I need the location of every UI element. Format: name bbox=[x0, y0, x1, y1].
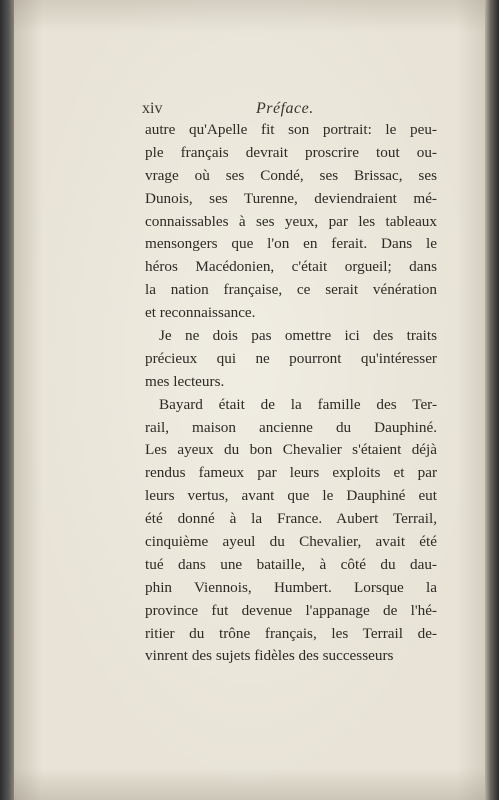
text-line: Dunois, ses Turenne, deviendraient mé- bbox=[145, 189, 437, 207]
text-line: province fut devenue l'appanage de l'hé- bbox=[145, 601, 437, 619]
text-line: rendus fameux par leurs exploits et par bbox=[145, 464, 437, 482]
text-line: héros Macédonien, c'était orgueil; dans bbox=[145, 258, 437, 276]
text-line: et reconnaissance. bbox=[145, 304, 256, 322]
text-line: précieux qui ne pourront qu'intéresser bbox=[145, 349, 437, 367]
text-line: autre qu'Apelle fit son portrait: le peu- bbox=[145, 121, 437, 138]
body-text bbox=[145, 119, 437, 668]
text-line: ple français devrait proscrire tout ou- bbox=[145, 143, 437, 161]
text-line: cinquième ayeul du Chevalier, avait été bbox=[145, 533, 437, 551]
text-line: vinrent des sujets fidèles des successeurs bbox=[145, 647, 394, 665]
book-page bbox=[14, 0, 485, 800]
text-line: vrage où ses Condé, ses Brissac, ses bbox=[145, 166, 437, 184]
text-line: connaissables à ses yeux, par les tableaux bbox=[145, 212, 437, 230]
text-line: Bayard était de la famille des Ter- bbox=[159, 395, 437, 413]
running-head: Préface. bbox=[256, 100, 314, 117]
text-line: rail, maison ancienne du Dauphiné. bbox=[145, 418, 437, 436]
text-line: été donné à la France. Aubert Terrail, bbox=[145, 510, 437, 528]
text-line: phin Viennois, Humbert. Lorsque la bbox=[145, 578, 437, 596]
text-line: Je ne dois pas omettre ici des traits bbox=[159, 327, 437, 345]
scan-right-edge bbox=[485, 0, 499, 800]
scan-left-edge bbox=[0, 0, 14, 800]
text-line: leurs vertus, avant que le Dauphiné eut bbox=[145, 487, 437, 505]
text-line: tué dans une bataille, à côté du dau- bbox=[145, 555, 437, 573]
text-line: ritier du trône français, les Terrail de- bbox=[145, 624, 437, 642]
text-line: la nation française, ce serait vénération bbox=[145, 281, 437, 299]
page-number: xiv bbox=[142, 100, 163, 117]
text-line: mes lecteurs. bbox=[145, 372, 225, 390]
text-line: mensongers que l'on en ferait. Dans le bbox=[145, 235, 437, 253]
text-line: Les ayeux du bon Chevalier s'étaient déjà bbox=[145, 441, 437, 459]
